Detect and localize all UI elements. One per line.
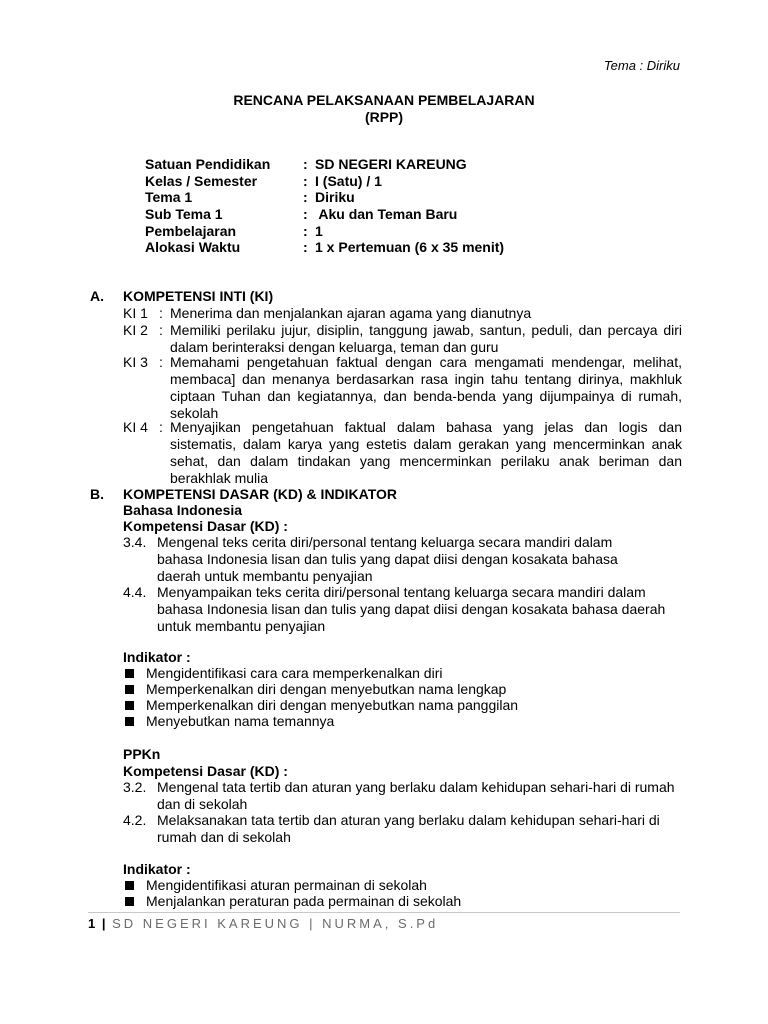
identity-label: Satuan Pendidikan [145,156,271,172]
kd-number: 4.2. [123,812,147,828]
kd-number: 3.2. [123,779,147,795]
identity-value: Aku dan Teman Baru [315,206,458,222]
identity-row [145,189,355,206]
section-b-heading: KOMPETENSI DASAR (KD) & INDIKATOR [123,486,398,502]
identity-label: Sub Tema 1 [145,206,223,222]
kd-item [123,812,675,846]
indikator-text: Menjalankan peraturan pada permainan di sekolah [146,893,462,909]
ki-colon: : [159,305,163,321]
section-a-heading: KOMPETENSI INTI (KI) [123,288,274,304]
identity-row [145,173,382,190]
kd-text: Mengenal teks cerita diri/personal tentang keluarga secara mandiri dalam bahasa Indonesia lisan dan tulis yang dapat diisi dengan kosakata bahasa daerah untuk membantu penyajian [157,534,618,584]
ki-colon: : [159,322,163,338]
identity-colon: : [303,156,308,172]
kd-item [123,534,657,585]
ki-code: KI 3 [123,354,148,370]
ki-item [123,354,682,422]
indikator-text: Mengidentifikasi cara cara memperkenalkan diri [146,665,443,681]
identity-label: Pembelajaran [145,223,237,239]
ki-colon: : [159,354,163,370]
ki-item [123,322,682,356]
indikator-text: Memperkenalkan diri dengan menyebutkan nama panggilan [146,697,519,713]
identity-label: Kelas / Semester [145,173,258,189]
indikator-item [123,665,442,681]
identity-colon: : [303,239,308,255]
identity-row [145,239,504,256]
page-footer [88,916,438,931]
indikator-item [123,877,427,893]
identity-value: 1 x Pertemuan (6 x 35 menit) [315,239,505,255]
ki-code: KI 4 [123,419,148,435]
indikator-text: Memperkenalkan diri dengan menyebutkan nama lengkap [146,681,507,697]
kd-heading: Kompetensi Dasar (KD) : [123,763,288,779]
kd-item [123,779,675,813]
document-title: RENCANA PELAKSANAAN PEMBELAJARAN [233,92,535,108]
identity-value: 1 [315,223,323,239]
kd-item [123,584,669,635]
ki-item [123,305,682,322]
theme-header: Tema : Diriku [603,58,680,73]
footer-separator: | [101,916,106,931]
kd-text: Mengenal tata tertib dan aturan yang berlaku dalam kehidupan sehari-hari di rumah dan di sekolah [157,779,675,812]
kd-text: Melaksanakan tata tertib dan aturan yang berlaku dalam kehidupan sehari-hari di rumah dan di sekolah [157,812,660,845]
indikator-item [123,713,334,729]
footer-text: SD NEGERI KAREUNG | NURMA, S.Pd [112,916,439,931]
section-b-letter: B. [90,486,104,502]
ki-code: KI 1 [123,305,148,321]
indikator-heading: Indikator : [123,861,191,877]
identity-row [145,223,323,240]
page-number: 1 [88,916,96,931]
kd-text: Menyampaikan teks cerita diri/personal tentang keluarga secara mandiri dalam bahasa Indonesia lisan dan tulis yang dapat diisi dengan kosakata bahasa daerah untuk membantu penyajian [157,584,666,634]
bullet-square-icon [125,897,134,906]
kd-number: 4.4. [123,584,147,600]
ki-item [123,419,682,487]
bullet-square-icon [125,881,134,890]
indikator-heading: Indikator : [123,649,191,665]
ki-text: Memahami pengetahuan faktual dengan cara mengamati mendengar, melihat, membaca] dan menanya berdasarkan rasa ingin tahu tentang dirinya, makhluk ciptaan Tuhan dan kegiatannya, dan benda-benda yang dijumpainya di rumah, sekolah [170,354,682,421]
ki-colon: : [159,419,163,435]
bullet-square-icon [125,685,134,694]
identity-value: Diriku [315,189,355,205]
ki-code: KI 2 [123,322,148,338]
indikator-item [123,681,506,697]
indikator-item [123,893,461,909]
identity-value: SD NEGERI KAREUNG [315,156,467,172]
identity-colon: : [303,189,308,205]
kd-heading: Kompetensi Dasar (KD) : [123,518,288,534]
ki-text: Menerima dan menjalankan ajaran agama yang dianutnya [170,305,532,321]
identity-value: I (Satu) / 1 [315,173,382,189]
bullet-square-icon [125,669,134,678]
identity-colon: : [303,173,308,189]
footer-divider [88,912,680,913]
indikator-text: Menyebutkan nama temannya [146,713,335,729]
document-subtitle: (RPP) [364,109,404,125]
ki-text: Memiliki perilaku jujur, disiplin, tanggung jawab, santun, peduli, dan percaya diri dalam berinteraksi dengan keluarga, teman dan guru [170,322,682,355]
bullet-square-icon [125,701,134,710]
bullet-square-icon [125,717,134,726]
kd-number: 3.4. [123,534,147,550]
identity-label: Alokasi Waktu [145,239,241,255]
subject-heading: PPKn [123,746,161,762]
identity-row [145,156,467,173]
identity-colon: : [303,206,308,222]
identity-colon: : [303,223,308,239]
identity-row [145,206,457,223]
subject-heading: Bahasa Indonesia [123,502,243,518]
ki-text: Menyajikan pengetahuan faktual dalam bahasa yang jelas dan logis dan sistematis, dalam karya yang estetis dalam gerakan yang mencerminkan anak sehat, dan dalam tindakan yang mencerminkan perilaku anak beriman dan berakhlak mulia [170,419,682,486]
indikator-item [123,697,518,713]
section-a-letter: A. [90,288,104,304]
identity-label: Tema 1 [145,189,193,205]
indikator-text: Mengidentifikasi aturan permainan di sekolah [146,877,427,893]
